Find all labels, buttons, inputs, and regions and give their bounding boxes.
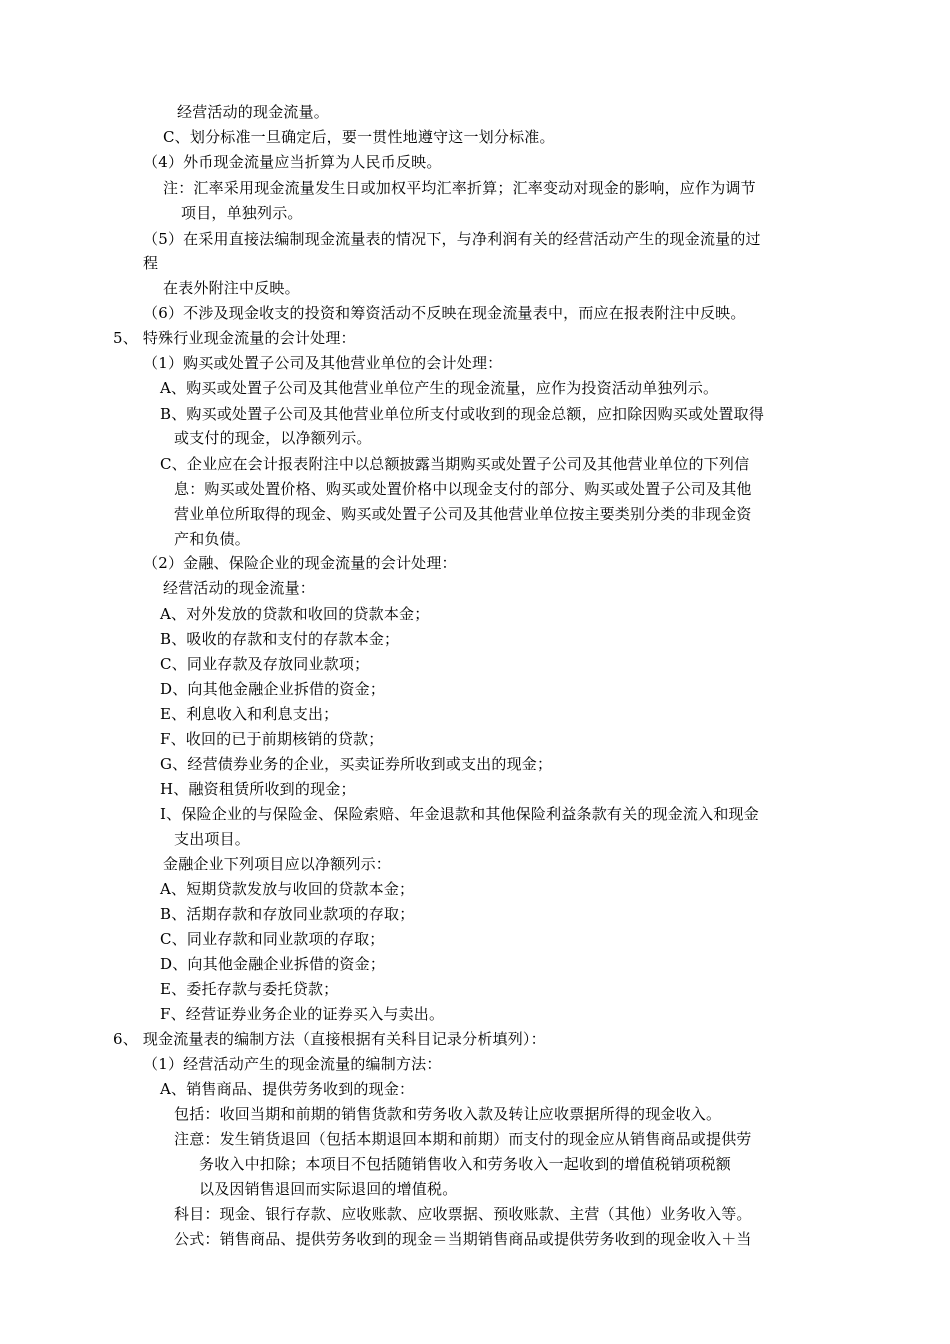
text-line: 务收入中扣除；本项目不包括随销售收入和劳务收入一起收到的增值税销项税额 xyxy=(199,1155,732,1173)
text-line: 包括：收回当期和前期的销售货款和劳务收入款及转让应收票据所得的现金收入。 xyxy=(174,1105,722,1123)
text-line: 营业单位所取得的现金、购买或处置子公司及其他营业单位按主要类别分类的非现金资 xyxy=(174,505,752,523)
text-line: （1）经营活动产生的现金流量的编制方法： xyxy=(143,1055,442,1073)
text-line: 在表外附注中反映。 xyxy=(163,279,300,297)
text-line: C、同业存款和同业款项的存取； xyxy=(160,930,385,948)
text-line: 注意：发生销货退回（包括本期退回本期和前期）而支付的现金应从销售商品或提供劳 xyxy=(174,1130,752,1148)
text-line: 以及因销售退回而实际退回的增值税。 xyxy=(199,1180,458,1198)
text-line: 产和负债。 xyxy=(174,530,251,548)
text-line: A、购买或处置子公司及其他营业单位产生的现金流量，应作为投资活动单独列示。 xyxy=(160,379,719,397)
text-line: （6）不涉及现金收支的投资和筹资活动不反映在现金流量表中，而应在报表附注中反映。 xyxy=(143,304,746,322)
text-line: F、收回的已于前期核销的贷款； xyxy=(160,730,384,748)
text-line: （2）金融、保险企业的现金流量的会计处理： xyxy=(143,554,457,572)
text-line: G、经营债券业务的企业，买卖证券所收到或支出的现金； xyxy=(160,755,553,773)
text-line: 程 xyxy=(143,254,159,272)
section-heading: 5、 特殊行业现金流量的会计处理： xyxy=(113,329,356,347)
text-line: 息：购买或处置价格、购买或处置价格中以现金支付的部分、购买或处置子公司及其他 xyxy=(174,480,752,498)
text-line: C、同业存款及存放同业款项； xyxy=(160,655,370,673)
text-line: 金融企业下列项目应以净额列示： xyxy=(163,855,392,873)
text-line: A、短期贷款发放与收回的贷款本金； xyxy=(160,880,415,898)
text-line: E、利息收入和利息支出； xyxy=(160,705,339,723)
text-line: 项目，单独列示。 xyxy=(181,204,303,222)
text-line: （5）在采用直接法编制现金流量表的情况下，与净利润有关的经营活动产生的现金流量的过 xyxy=(143,230,761,248)
text-line: I、保险企业的与保险金、保险索赔、年金退款和其他保险利益条款有关的现金流入和现金 xyxy=(160,805,759,823)
section-heading: 6、 现金流量表的编制方法（直接根据有关科目记录分析填列）： xyxy=(113,1030,546,1048)
text-line: H、融资租赁所收到的现金； xyxy=(160,780,356,798)
text-line: 公式：销售商品、提供劳务收到的现金＝当期销售商品或提供劳务收到的现金收入＋当 xyxy=(174,1230,752,1248)
text-line: B、购买或处置子公司及其他营业单位所支付或收到的现金总额，应扣除因购买或处置取得 xyxy=(160,405,765,423)
text-line: 支出项目。 xyxy=(174,830,251,848)
text-line: E、委托存款与委托贷款； xyxy=(160,980,339,998)
text-line: （1）购买或处置子公司及其他营业单位的会计处理： xyxy=(143,354,503,372)
text-line: C、划分标准一旦确定后，要一贯性地遵守这一划分标准。 xyxy=(163,128,555,146)
text-line: A、对外发放的贷款和收回的贷款本金； xyxy=(160,605,430,623)
text-line: 或支付的现金，以净额列示。 xyxy=(174,429,372,447)
text-line: 经营活动的现金流量： xyxy=(163,579,316,597)
text-line: 科目：现金、银行存款、应收账款、应收票据、预收账款、主营（其他）业务收入等。 xyxy=(174,1205,752,1223)
text-line: 注：汇率采用现金流量发生日或加权平均汇率折算；汇率变动对现金的影响，应作为调节 xyxy=(163,179,756,197)
text-line: 经营活动的现金流量。 xyxy=(177,103,330,121)
text-line: D、向其他金融企业拆借的资金； xyxy=(160,955,386,973)
text-line: A、销售商品、提供劳务收到的现金： xyxy=(160,1080,415,1098)
text-line: D、向其他金融企业拆借的资金； xyxy=(160,680,386,698)
text-line: C、企业应在会计报表附注中以总额披露当期购买或处置子公司及其他营业单位的下列信 xyxy=(160,455,750,473)
text-line: F、经营证券业务企业的证券买入与卖出。 xyxy=(160,1005,445,1023)
text-line: B、吸收的存款和支付的存款本金； xyxy=(160,630,400,648)
text-line: （4）外币现金流量应当折算为人民币反映。 xyxy=(143,153,442,171)
text-line: B、活期存款和存放同业款项的存取； xyxy=(160,905,415,923)
